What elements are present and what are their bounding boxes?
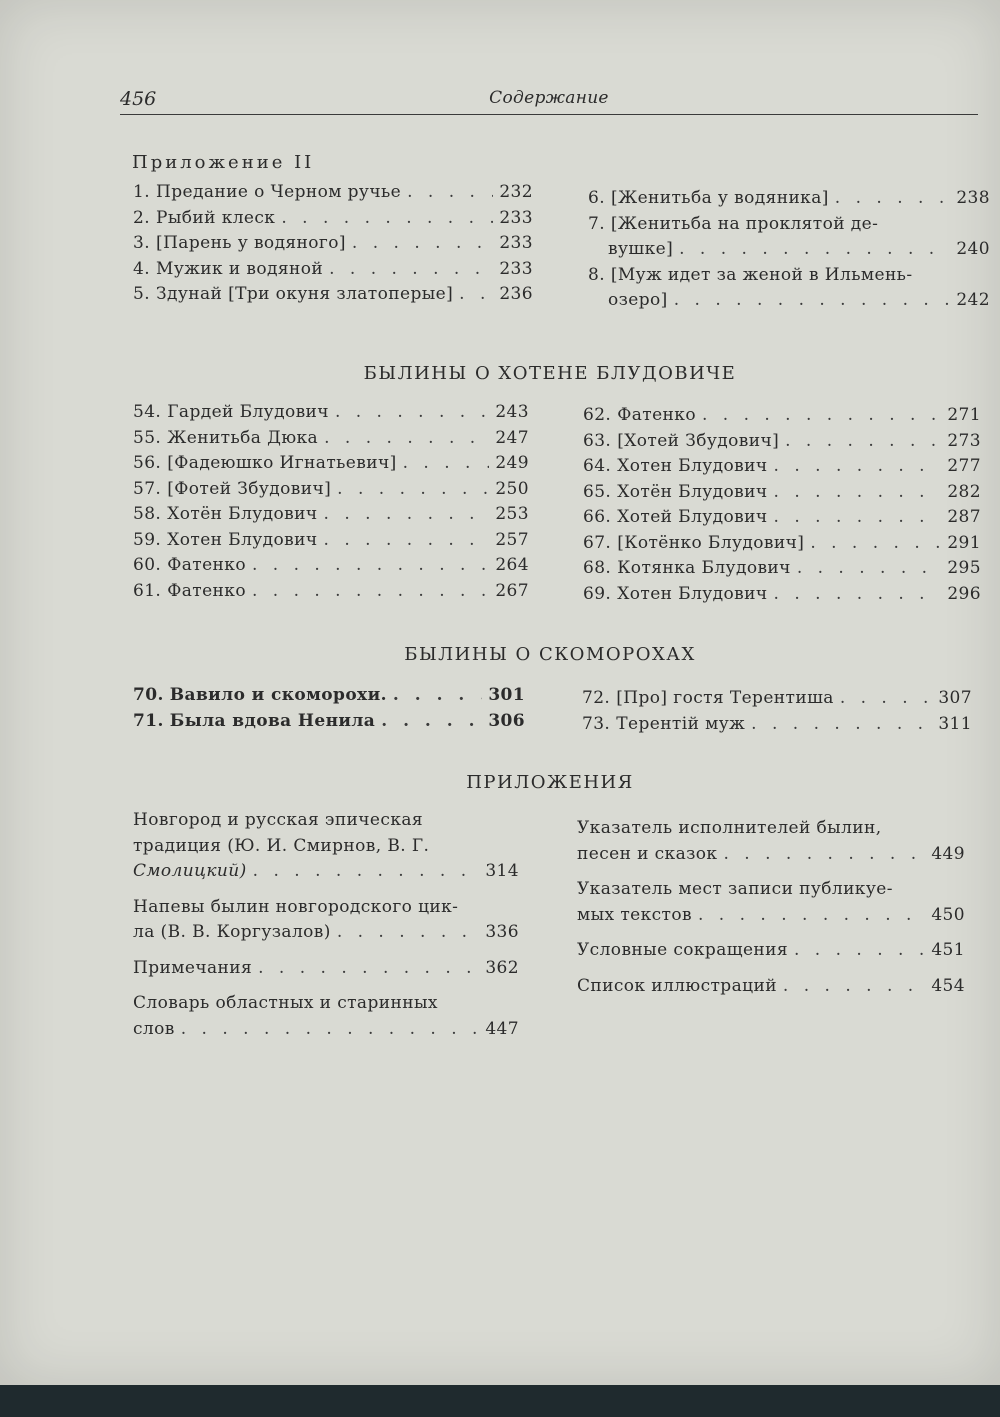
toc-entry-last-line xyxy=(133,920,519,946)
page-number: 456 xyxy=(120,88,157,110)
entry-number: 57. xyxy=(133,478,162,499)
appendix-ii-left-column xyxy=(133,180,533,308)
dot-leader xyxy=(698,903,925,929)
dot-leader xyxy=(785,429,941,455)
entry-title: Предание о Черном ручье xyxy=(156,182,402,202)
toc-entry xyxy=(133,426,529,452)
entry-title: слов xyxy=(133,1018,175,1039)
dot-leader xyxy=(403,451,489,477)
entry-title: Гардей Блудович xyxy=(167,402,329,422)
toc-entry xyxy=(133,180,533,206)
entry-page: 362 xyxy=(485,957,519,978)
dot-leader xyxy=(381,709,482,735)
entry-title: [Про] гостя Терентиша xyxy=(616,688,834,708)
entry-title-line2: традиция (Ю. И. Смирнов, В. Г. xyxy=(133,835,430,856)
dot-leader xyxy=(281,206,493,232)
skomorokhi-right-column xyxy=(582,686,972,737)
entry-number: 62. xyxy=(583,405,612,425)
toc-entry xyxy=(583,582,981,608)
dot-leader xyxy=(783,974,925,1000)
toc-entry xyxy=(583,429,981,455)
entry-number: 5. xyxy=(133,284,151,304)
khoten-left-column xyxy=(133,400,529,604)
dot-leader xyxy=(181,1017,479,1043)
entry-title: [Фадеюшко Игнатьевич] xyxy=(167,453,397,473)
appendix-entry xyxy=(577,816,965,867)
entry-number: 64. xyxy=(583,456,612,476)
dot-leader xyxy=(337,477,489,503)
entry-number: 66. xyxy=(583,507,612,527)
entry-title: Здунай [Три окуня златоперые] xyxy=(156,284,454,304)
entry-title: Хотен Блудович xyxy=(167,529,318,550)
toc-entry xyxy=(582,686,972,712)
entry-title-line1: Указатель исполнителей былин, xyxy=(577,818,882,838)
entry-page: 307 xyxy=(938,688,972,708)
entry-title-line1: Новгород и русская эпическая xyxy=(133,810,423,830)
page-header xyxy=(120,88,978,115)
entry-page: 257 xyxy=(495,529,529,550)
dot-leader xyxy=(324,502,489,528)
entry-title: Рыбий клеск xyxy=(156,207,276,228)
section-heading-khoten: БЫЛИНЫ О ХОТЕНЕ БЛУДОВИЧЕ xyxy=(363,363,737,384)
toc-entry-last-line xyxy=(588,288,990,314)
toc-entry xyxy=(133,231,533,257)
dot-leader xyxy=(329,257,493,283)
entry-number: 61. xyxy=(133,580,162,601)
appendix-entry xyxy=(133,956,519,982)
entry-number: 65. xyxy=(583,481,612,502)
toc-entry xyxy=(583,454,981,480)
entry-title-line1: [Женитьба на проклятой де- xyxy=(610,213,879,234)
entry-number: 3. xyxy=(133,233,151,253)
entry-page: 314 xyxy=(485,861,519,881)
entry-page: 287 xyxy=(947,507,981,527)
dot-leader xyxy=(335,400,489,426)
entry-number: 54. xyxy=(133,402,162,422)
toc-entry xyxy=(133,282,533,308)
toc-entry xyxy=(133,579,529,605)
section-heading-appendices: ПРИЛОЖЕНИЯ xyxy=(466,772,634,793)
entry-page: 450 xyxy=(931,904,965,925)
appendix-entry xyxy=(577,877,965,928)
entry-title: Фатенко xyxy=(617,405,696,425)
appendix-entry xyxy=(577,938,965,964)
entry-title: ла (В. В. Коргузалов) xyxy=(133,922,331,942)
dot-leader xyxy=(252,553,489,579)
entry-number: 2. xyxy=(133,207,151,228)
entry-page: 264 xyxy=(495,555,529,575)
entry-number: 56. xyxy=(133,453,162,473)
entry-number: 1. xyxy=(133,182,151,202)
entry-title: [Котёнко Блудович] xyxy=(617,532,805,553)
entry-title-line1: [Муж идет за женой в Ильмень- xyxy=(610,264,913,285)
dot-leader xyxy=(810,531,941,557)
entry-title: озеро] xyxy=(608,290,668,310)
entry-title: мых текстов xyxy=(577,904,692,925)
dot-leader xyxy=(751,712,932,738)
toc-entry xyxy=(583,480,981,506)
entry-page: 336 xyxy=(485,922,519,942)
toc-entry xyxy=(133,206,533,232)
entry-title: [Парень у водяного] xyxy=(156,233,346,253)
entry-title: Женитьба Дюка xyxy=(167,427,319,448)
toc-entry-first-line xyxy=(588,263,990,289)
entry-page: 232 xyxy=(499,182,533,202)
khoten-right-column xyxy=(583,403,981,607)
toc-entry xyxy=(133,528,529,554)
entry-page: 233 xyxy=(499,207,533,228)
entry-number: 60. xyxy=(133,555,162,575)
entry-page: 253 xyxy=(495,504,529,524)
entry-number: 58. xyxy=(133,504,162,524)
entry-number: 7. xyxy=(588,213,606,234)
entry-title: вушке] xyxy=(608,239,674,259)
entry-number: 63. xyxy=(583,430,612,451)
entry-page: 277 xyxy=(947,456,981,476)
entry-page: 449 xyxy=(931,843,965,864)
entry-title: Список иллюстраций xyxy=(577,975,777,996)
toc-entry xyxy=(577,974,965,1000)
background-edge xyxy=(0,1385,1000,1417)
entry-page: 240 xyxy=(956,239,990,259)
toc-entry xyxy=(588,186,990,212)
dot-leader xyxy=(679,237,950,263)
entry-title: песен и сказок xyxy=(577,843,718,864)
entry-number: 72. xyxy=(582,688,611,708)
dot-leader xyxy=(258,956,479,982)
appendices-right-column xyxy=(577,816,965,1009)
appendix-ii-heading: Приложение II xyxy=(132,152,315,173)
toc-entry xyxy=(583,556,981,582)
running-head: Содержание xyxy=(489,88,609,108)
entry-title: [Фотей Збудович] xyxy=(167,478,332,499)
dot-leader xyxy=(774,505,941,531)
entry-title: Хотён Блудович xyxy=(167,504,318,524)
entry-number: 6. xyxy=(588,188,606,208)
dot-leader xyxy=(324,528,489,554)
toc-entry-last-line xyxy=(588,237,990,263)
toc-entry xyxy=(133,400,529,426)
entry-title: Терентій муж xyxy=(616,713,746,734)
entry-title: Условные сокращения xyxy=(577,940,788,960)
entry-title: Хотен Блудович xyxy=(617,456,768,476)
entry-title: Фатенко xyxy=(167,580,246,601)
toc-entry-last-line xyxy=(133,859,519,885)
dot-leader xyxy=(337,920,479,946)
dot-leader xyxy=(774,454,941,480)
dot-leader xyxy=(702,403,941,429)
entry-title: Котянка Блудович xyxy=(617,558,791,578)
entry-page: 311 xyxy=(938,713,972,734)
entry-page: 273 xyxy=(947,430,981,451)
dot-leader xyxy=(459,282,493,308)
toc-entry-first-line xyxy=(588,212,990,238)
toc-entry xyxy=(133,502,529,528)
toc-entry xyxy=(577,938,965,964)
entry-page: 451 xyxy=(931,940,965,960)
appendix-entry xyxy=(577,974,965,1000)
dot-leader xyxy=(797,556,941,582)
section-heading-skomorokhi: БЫЛИНЫ О СКОМОРОХАХ xyxy=(404,644,696,665)
entry-page: 233 xyxy=(499,233,533,253)
dot-leader xyxy=(252,579,489,605)
entry-title: Примечания xyxy=(133,957,253,978)
entry-page: 301 xyxy=(488,685,525,705)
dot-leader xyxy=(352,231,493,257)
toc-entry xyxy=(582,712,972,738)
entry-page: 295 xyxy=(947,558,981,578)
entry-page: 282 xyxy=(947,481,981,502)
entry-number: 69. xyxy=(583,583,612,604)
dot-leader xyxy=(253,859,479,885)
dot-leader xyxy=(393,683,482,709)
dot-leader xyxy=(674,288,950,314)
entry-title: [Женитьба у водяника] xyxy=(611,188,829,208)
entry-title: Хотён Блудович xyxy=(617,481,768,502)
appendix-entry xyxy=(133,991,519,1042)
entry-page: 267 xyxy=(495,580,529,601)
toc-entry xyxy=(133,956,519,982)
entry-title-line1: Указатель мест записи публикуе- xyxy=(577,879,893,899)
dot-leader xyxy=(774,480,941,506)
entry-number: 73. xyxy=(582,713,611,734)
entry-page: 296 xyxy=(947,583,981,604)
entry-number: 4. xyxy=(133,258,151,279)
entry-number: 55. xyxy=(133,427,162,448)
entry-number: 67. xyxy=(583,532,612,553)
toc-entry xyxy=(583,531,981,557)
dot-leader xyxy=(407,180,493,206)
entry-number: 70. xyxy=(133,685,164,705)
entry-title: Хотен Блудович xyxy=(617,583,768,604)
skomorokhi-left-column xyxy=(133,683,525,734)
toc-entry xyxy=(133,683,525,709)
entry-title-line1: Напевы былин новгородского цик- xyxy=(133,896,459,917)
toc-entry xyxy=(133,477,529,503)
entry-page: 236 xyxy=(499,284,533,304)
entry-page: 250 xyxy=(495,478,529,499)
entry-number: 8. xyxy=(588,264,606,285)
entry-page: 238 xyxy=(956,188,990,208)
entry-page: 242 xyxy=(956,290,990,310)
entry-title: Была вдова Ненила xyxy=(169,710,376,731)
appendix-ii-right-column xyxy=(588,186,990,314)
dot-leader xyxy=(324,426,489,452)
entry-page: 243 xyxy=(495,402,529,422)
dot-leader xyxy=(840,686,932,712)
toc-entry-last-line xyxy=(133,1017,519,1043)
entry-title: Хотей Блудович xyxy=(617,507,768,527)
entry-page: 447 xyxy=(485,1018,519,1039)
toc-entry xyxy=(133,553,529,579)
entry-page: 247 xyxy=(495,427,529,448)
dot-leader xyxy=(835,186,950,212)
toc-entry xyxy=(583,403,981,429)
entry-title: Мужик и водяной xyxy=(156,258,324,279)
toc-entry-last-line xyxy=(577,903,965,929)
entry-page: 291 xyxy=(947,532,981,553)
entry-title: Смолицкий) xyxy=(133,861,247,881)
entry-page: 249 xyxy=(495,453,529,473)
toc-entry xyxy=(133,257,533,283)
toc-entry xyxy=(583,505,981,531)
entry-title-line1: Словарь областных и старинных xyxy=(133,993,438,1013)
entry-title: [Хотей Збудович] xyxy=(617,430,780,451)
entry-number: 71. xyxy=(133,710,164,731)
appendices-left-column xyxy=(133,808,519,1052)
appendix-entry xyxy=(133,895,519,946)
appendix-entry xyxy=(133,808,519,885)
entry-title: Вавило и скоморохи. xyxy=(169,685,387,705)
entry-number: 68. xyxy=(583,558,612,578)
toc-entry xyxy=(133,451,529,477)
entry-number: 59. xyxy=(133,529,162,550)
entry-page: 454 xyxy=(931,975,965,996)
dot-leader xyxy=(723,842,925,868)
entry-title: Фатенко xyxy=(167,555,246,575)
dot-leader xyxy=(774,582,941,608)
entry-page: 306 xyxy=(488,710,525,731)
entry-page: 233 xyxy=(499,258,533,279)
dot-leader xyxy=(794,938,925,964)
toc-entry xyxy=(133,709,525,735)
entry-page: 271 xyxy=(947,405,981,425)
toc-entry-last-line xyxy=(577,842,965,868)
